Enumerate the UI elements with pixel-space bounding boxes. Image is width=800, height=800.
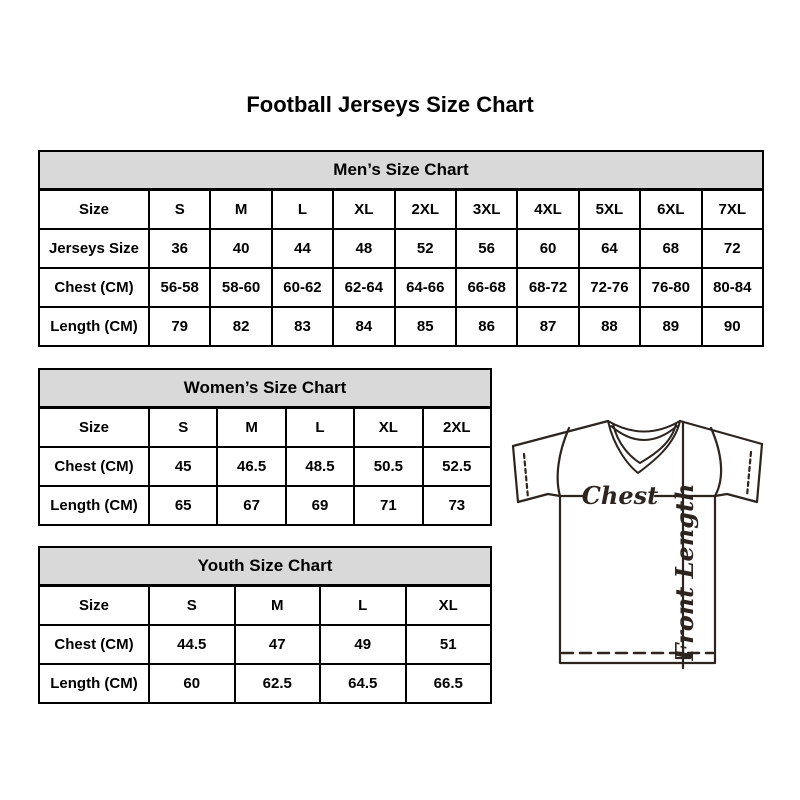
cell: M xyxy=(210,190,271,230)
cell: 65 xyxy=(149,486,217,525)
cell: 2XL xyxy=(395,190,456,230)
cell: M xyxy=(217,408,285,448)
row-label: Size xyxy=(39,190,149,230)
cell: 46.5 xyxy=(217,447,285,486)
cell: 47 xyxy=(235,625,321,664)
cell: S xyxy=(149,586,235,626)
cell: 52.5 xyxy=(423,447,491,486)
cell: 50.5 xyxy=(354,447,422,486)
cell: 64-66 xyxy=(395,268,456,307)
row-label: Size xyxy=(39,408,149,448)
cell: 6XL xyxy=(640,190,701,230)
cuff-dashed-line xyxy=(524,454,528,498)
table-row xyxy=(39,586,491,626)
cell: S xyxy=(149,408,217,448)
cell: 5XL xyxy=(579,190,640,230)
youth-size-chart-table xyxy=(38,546,492,704)
cell: 68-72 xyxy=(517,268,578,307)
cell: 64 xyxy=(579,229,640,268)
cell: 73 xyxy=(423,486,491,525)
jersey-outline xyxy=(711,428,721,496)
row-label: Length (CM) xyxy=(39,664,149,703)
row-label: Chest (CM) xyxy=(39,447,149,486)
cell: 49 xyxy=(320,625,406,664)
cell: 2XL xyxy=(423,408,491,448)
cell: L xyxy=(320,586,406,626)
cell: 45 xyxy=(149,447,217,486)
cell: 48 xyxy=(333,229,394,268)
cell: 51 xyxy=(406,625,492,664)
table-row xyxy=(39,408,491,448)
front-length-label: Front Length xyxy=(670,483,699,661)
cell: 72-76 xyxy=(579,268,640,307)
womens-table-title: Women’s Size Chart xyxy=(39,369,491,408)
table-row xyxy=(39,268,763,307)
table-row xyxy=(39,307,763,346)
table-header-row xyxy=(39,547,491,586)
cell: 69 xyxy=(286,486,354,525)
row-label: Chest (CM) xyxy=(39,625,149,664)
table-row xyxy=(39,664,491,703)
cell: 62.5 xyxy=(235,664,321,703)
cell: 36 xyxy=(149,229,210,268)
collar-line xyxy=(608,421,680,432)
cell: XL xyxy=(406,586,492,626)
page-title: Football Jerseys Size Chart xyxy=(246,92,534,117)
row-label: Length (CM) xyxy=(39,486,149,525)
jersey-measurement-diagram xyxy=(505,398,775,676)
table-row xyxy=(39,229,763,268)
table-header-row xyxy=(39,369,491,408)
cell: L xyxy=(286,408,354,448)
row-label: Size xyxy=(39,586,149,626)
collar-line xyxy=(608,421,680,473)
mens-table-title: Men’s Size Chart xyxy=(39,151,763,190)
table-header-row xyxy=(39,151,763,190)
cell: 72 xyxy=(702,229,763,268)
cell: 7XL xyxy=(702,190,763,230)
jersey-outline xyxy=(558,428,569,496)
table-row xyxy=(39,625,491,664)
row-label: Jerseys Size xyxy=(39,229,149,268)
cell: 56-58 xyxy=(149,268,210,307)
cell: 62-64 xyxy=(333,268,394,307)
cell: 76-80 xyxy=(640,268,701,307)
cell: XL xyxy=(354,408,422,448)
cell: S xyxy=(149,190,210,230)
womens-size-chart-table xyxy=(38,368,492,526)
cell: 44.5 xyxy=(149,625,235,664)
jersey-outline xyxy=(680,421,762,444)
cell: 80-84 xyxy=(702,268,763,307)
cell: 60-62 xyxy=(272,268,333,307)
cell: 66.5 xyxy=(406,664,492,703)
cell: 56 xyxy=(456,229,517,268)
chest-label: Chest xyxy=(581,481,659,510)
cell: 3XL xyxy=(456,190,517,230)
cell: 82 xyxy=(210,307,271,346)
cell: 88 xyxy=(579,307,640,346)
cell: 4XL xyxy=(517,190,578,230)
jersey-outline xyxy=(513,421,608,446)
cell: 60 xyxy=(517,229,578,268)
cell: XL xyxy=(333,190,394,230)
cell: 68 xyxy=(640,229,701,268)
cell: 83 xyxy=(272,307,333,346)
cell: 85 xyxy=(395,307,456,346)
jersey-outline xyxy=(513,446,560,502)
cell: 44 xyxy=(272,229,333,268)
cell: 60 xyxy=(149,664,235,703)
cell: M xyxy=(235,586,321,626)
table-row xyxy=(39,190,763,230)
cell: 52 xyxy=(395,229,456,268)
table-row xyxy=(39,486,491,525)
cell: 84 xyxy=(333,307,394,346)
table-row xyxy=(39,447,491,486)
cell: 89 xyxy=(640,307,701,346)
cell: 86 xyxy=(456,307,517,346)
cell: 79 xyxy=(149,307,210,346)
mens-size-chart-table xyxy=(38,150,764,347)
cell: L xyxy=(272,190,333,230)
cell: 48.5 xyxy=(286,447,354,486)
cell: 66-68 xyxy=(456,268,517,307)
cell: 40 xyxy=(210,229,271,268)
cell: 64.5 xyxy=(320,664,406,703)
cell: 87 xyxy=(517,307,578,346)
cell: 71 xyxy=(354,486,422,525)
row-label: Chest (CM) xyxy=(39,268,149,307)
cell: 58-60 xyxy=(210,268,271,307)
cell: 90 xyxy=(702,307,763,346)
youth-table-title: Youth Size Chart xyxy=(39,547,491,586)
cell: 67 xyxy=(217,486,285,525)
row-label: Length (CM) xyxy=(39,307,149,346)
cuff-dashed-line xyxy=(747,452,751,496)
